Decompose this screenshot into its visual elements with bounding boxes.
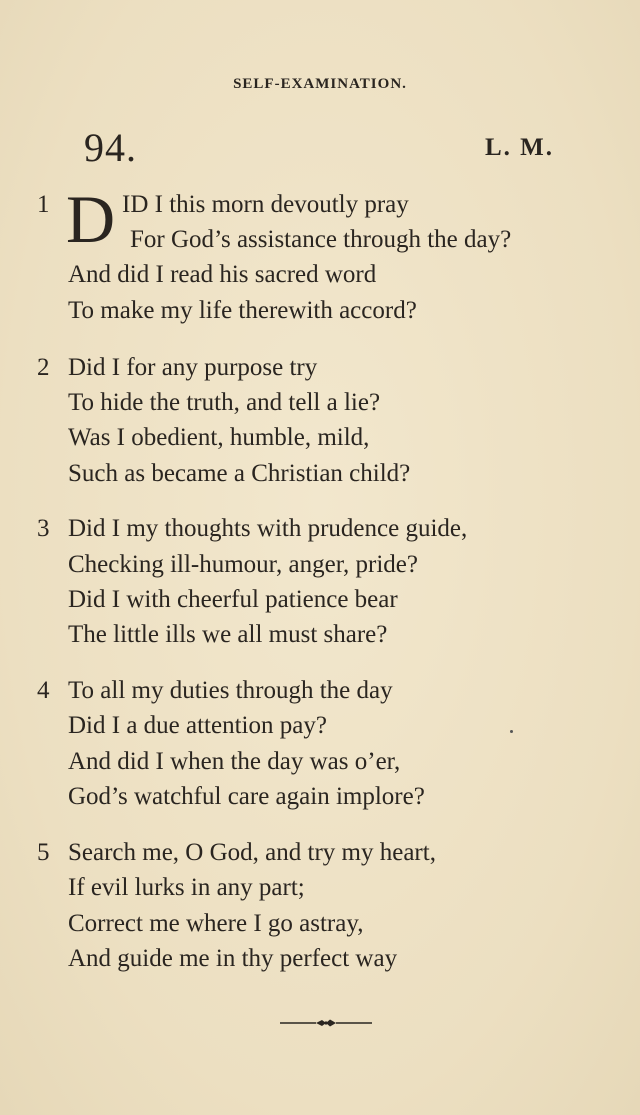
stanza-number: 5 <box>37 839 50 866</box>
verse-line: Was I obedient, humble, mild, <box>68 424 370 451</box>
verse-line: Such as became a Christian child? <box>68 460 411 487</box>
stanza-number: 3 <box>37 515 50 542</box>
verse-line: For God’s assistance through the day? <box>130 226 512 253</box>
verse-line: God’s watchful care again implore? <box>68 783 425 810</box>
verse-line: Did I for any purpose try <box>68 354 318 381</box>
verse-line: And did I read his sacred word <box>68 261 377 288</box>
stanza-number: 4 <box>37 677 50 704</box>
verse-line: Did I a due attention pay? <box>68 712 327 739</box>
verse-line: Search me, O God, and try my heart, <box>68 839 436 866</box>
verse-line: Did I with cheerful patience bear <box>68 586 398 613</box>
verse-line: Correct me where I go astray, <box>68 910 364 937</box>
verse-line: If evil lurks in any part; <box>68 874 305 901</box>
verse-line: ID I this morn devoutly pray <box>122 191 409 218</box>
paper-speck <box>510 730 513 733</box>
verse-line: To make my life therewith accord? <box>68 297 417 324</box>
stanza-number: 2 <box>37 354 50 381</box>
verse-line: To all my duties through the day <box>68 677 393 704</box>
verse-line: To hide the truth, and tell a lie? <box>68 389 381 416</box>
drop-cap: D <box>66 181 116 257</box>
verse-line: And guide me in thy perfect way <box>68 945 398 972</box>
hymn-number: 94. <box>84 125 137 170</box>
running-head: SELF-EXAMINATION. <box>233 76 407 92</box>
verse-line: The little ills we all must share? <box>68 621 388 648</box>
stanza-number: 1 <box>37 191 50 218</box>
hymn-meter: L. M. <box>484 134 554 161</box>
verse-line: And did I when the day was o’er, <box>68 748 401 775</box>
ornament-divider-icon <box>280 1017 372 1029</box>
verse-line: Checking ill-humour, anger, pride? <box>68 551 418 578</box>
verse-line: Did I my thoughts with prudence guide, <box>68 515 468 542</box>
